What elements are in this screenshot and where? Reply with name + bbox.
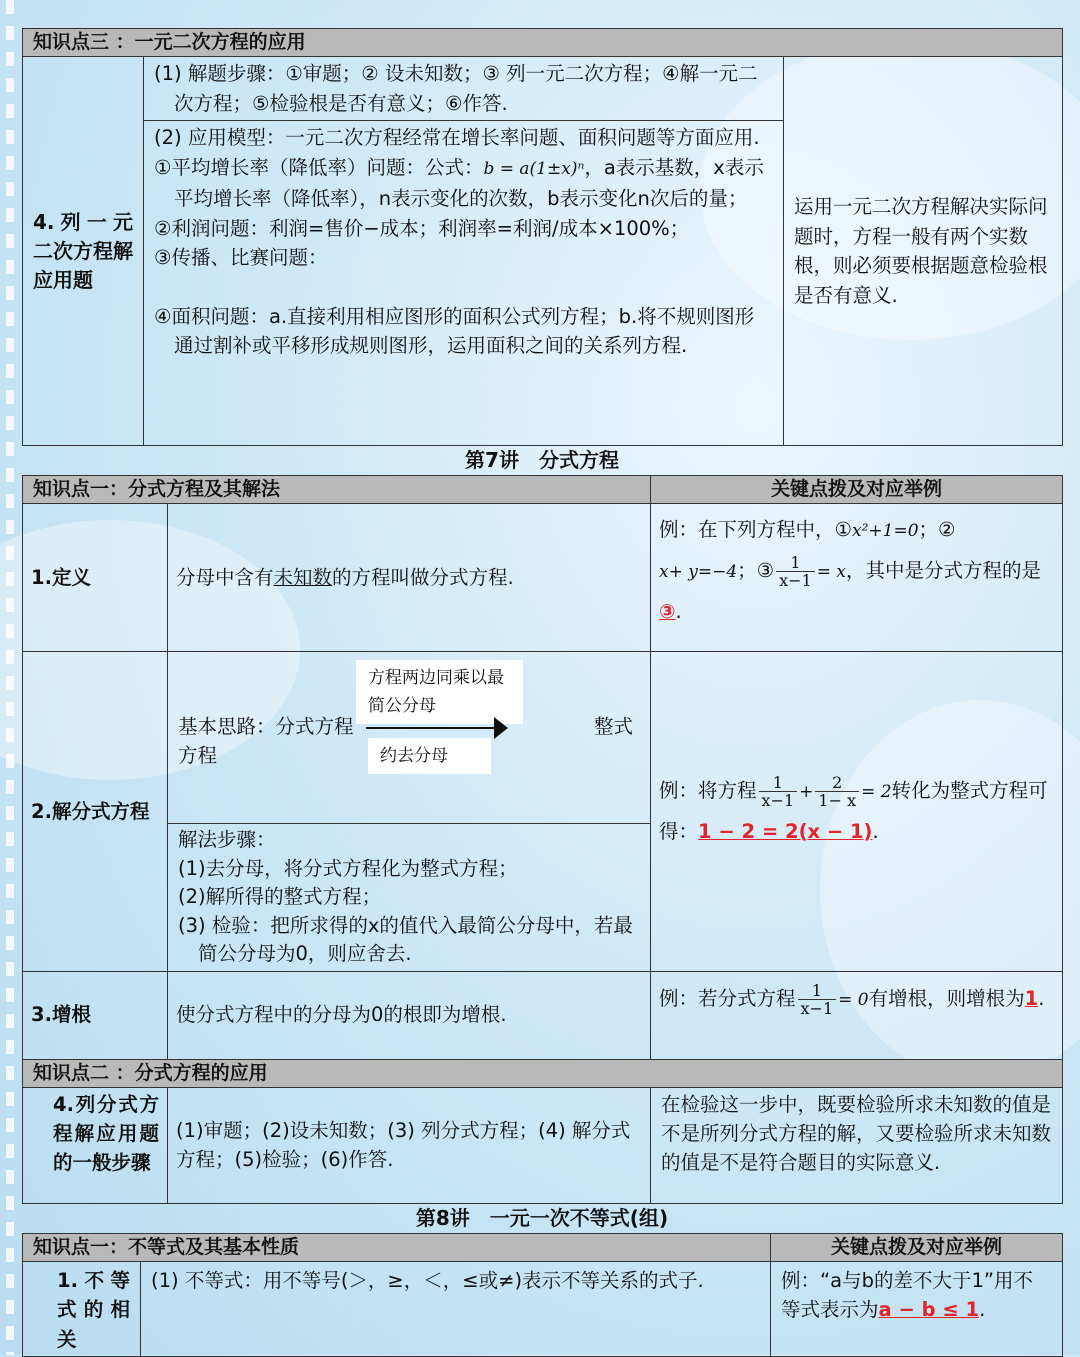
application-label: 4.列分式方程解应用题的一般步骤 xyxy=(23,1087,168,1203)
solve-ex-answer: 1 − 2 = 2(x − 1) xyxy=(698,820,872,843)
application-text: (1)审题；(2)设未知数；(3) 列分式方程；(4) 解分式方程；(5)检验；(6)作答. xyxy=(168,1087,651,1203)
section-header-right: 关键点拨及对应举例 xyxy=(651,476,1063,504)
root-eq-tail: = 0 xyxy=(838,990,868,1010)
step-1: (1)去分母，将分式方程化为整式方程； xyxy=(178,855,640,884)
def-ex-eq2: x+ y=−4 xyxy=(659,562,737,582)
idea-target: 整式 xyxy=(594,712,633,741)
frac-num: 1 xyxy=(776,554,815,572)
table-fractional-equation xyxy=(22,475,1063,1204)
extraneous-root-example xyxy=(651,971,1063,1059)
solving-steps: (1) 解题步骤：①审题；② 设未知数；③ 列一元二次方程；④解一元二次方程；⑤检验根是否有意义；⑥作答. xyxy=(154,59,773,118)
page xyxy=(22,28,1062,1357)
model-growth-label: ①平均增长率（降低率）问题：公式： xyxy=(154,156,483,179)
lecture7-title: 第7讲 分式方程 xyxy=(22,446,1062,475)
solve-label: 2.解分式方程 xyxy=(23,652,168,972)
solve-ex-a: 例：将方程 xyxy=(659,779,757,802)
table-inequality xyxy=(22,1233,1063,1357)
definition-example xyxy=(651,504,1063,652)
solve-example xyxy=(651,652,1063,972)
definition-text xyxy=(168,504,651,652)
idea-b: 程 xyxy=(334,715,354,738)
inequality-text: (1) 不等式：用不等号(＞，≥，＜，≤或≠)表示不等关系的式子. xyxy=(141,1261,771,1357)
note-text: 运用一元二次方程解决实际问题时，方程一般有两个实数根，则必须要根据题意检验根是否有意义. xyxy=(794,195,1048,307)
application-note: 在检验这一步中，既要检验所求未知数的值是不是所列分式方程的解，又要检验所求未知数的值是不是符合题目的实际意义. xyxy=(651,1087,1063,1203)
basic-idea-flow xyxy=(168,652,650,822)
inequality-label: 1.不等式的相关 xyxy=(23,1261,141,1357)
section-header-left: 知识点一：分式方程及其解法 xyxy=(23,476,651,504)
frac1-den: x−1 xyxy=(759,792,798,809)
model-profit: ②利润问题：利润=售价−成本；利润率=利润/成本×100%； xyxy=(154,214,773,244)
growth-formula: b = a(1±x)ⁿ xyxy=(483,159,584,179)
def-ex-b: ；② xyxy=(919,518,956,541)
model-area: ④面积问题：a.直接利用相应图形的面积公式列方程；b.将不规则图形通过割补或平移形成规则图形，运用面积之间的关系列方程. xyxy=(154,302,773,361)
flow-arrow-head-icon xyxy=(494,717,508,739)
extraneous-root-label: 3.增根 xyxy=(23,971,168,1059)
model-intro: (2) 应用模型：一元二次方程经常在增长率问题、面积问题等方面应用. xyxy=(154,123,773,153)
frac-den: x−1 xyxy=(776,572,815,589)
step-3: (3) 检验：把所求得的x的值代入最简公分母中，若最简公分母为0，则应舍去. xyxy=(178,912,640,969)
flow-box-top: 方程两边同乘以最简公分母 xyxy=(356,660,523,724)
def-text-b: 的方程叫做分式方程. xyxy=(332,566,514,589)
root-ex-frac xyxy=(798,982,837,1017)
def-text-underlined: 未知数 xyxy=(274,566,333,589)
def-ex-a: 例：在下列方程中，① xyxy=(659,518,852,541)
section-header-2: 知识点二 ：分式方程的应用 xyxy=(23,1059,1063,1087)
flow-box-bottom: 约去分母 xyxy=(368,738,491,774)
model-growth-rate xyxy=(154,153,773,214)
basic-idea-cell xyxy=(168,652,651,824)
basic-idea-text xyxy=(178,712,354,770)
definition-label: 1.定义 xyxy=(23,504,168,652)
extraneous-root-text: 使分式方程中的分母为0的根即为增根. xyxy=(168,971,651,1059)
root-ex-end: . xyxy=(1038,987,1044,1010)
lecture8-title: 第8讲 一元一次不等式(组) xyxy=(22,1204,1062,1233)
solve-steps-cell xyxy=(168,824,651,972)
flow-arrow-line xyxy=(366,727,496,729)
root-ex-answer: 1 xyxy=(1025,987,1039,1010)
def-ex-eq1: x²+1=0 xyxy=(852,521,919,541)
frac1-num: 1 xyxy=(759,774,798,792)
idea-a: 基本思路：分式方 xyxy=(178,715,334,738)
idea-c: 方程 xyxy=(178,744,217,767)
root-ex-a: 例：若分式方程 xyxy=(659,987,796,1010)
note-cell xyxy=(784,57,1063,446)
row-label: 4.列一元二次方程解应用题 xyxy=(23,57,144,446)
model-cell xyxy=(144,121,784,446)
ineq-ex-a: 例：“a与b的差不大于1”用不等式表示为 xyxy=(781,1269,1033,1322)
section-header: 知识点三 ：一元二次方程的应用 xyxy=(23,29,1063,57)
def-ex-d: ，其中是分式方程的是 xyxy=(846,559,1041,582)
section-header-right: 关键点拨及对应举例 xyxy=(771,1233,1063,1261)
def-ex-fraction xyxy=(776,554,815,589)
root-ex-b: 有增根，则增根为 xyxy=(869,987,1025,1010)
ineq-ex-end: . xyxy=(979,1298,985,1321)
solve-ex-b: 转化为整式方程可得： xyxy=(659,779,1048,843)
frac2-num: 2 xyxy=(815,774,859,792)
step-2: (2)解所得的整式方程； xyxy=(178,883,640,912)
table-quadratic-application xyxy=(22,28,1063,446)
def-ex-c: ；③ xyxy=(737,559,774,582)
solve-plus: + xyxy=(799,782,813,802)
solve-eq-tail: = 2 xyxy=(861,782,891,802)
root-frac-num: 1 xyxy=(798,982,837,1000)
ineq-ex-answer: a − b ≤ 1 xyxy=(879,1298,980,1321)
def-text-a: 分母中含有 xyxy=(176,566,274,589)
steps-title: 解法步骤： xyxy=(178,826,640,855)
def-ex-end: . xyxy=(676,600,682,623)
inequality-example xyxy=(771,1261,1063,1357)
solving-steps-cell xyxy=(144,57,784,121)
solve-ex-frac1 xyxy=(759,774,798,809)
decorative-dashed-border xyxy=(6,0,14,1355)
def-ex-answer: ③ xyxy=(659,600,676,623)
root-frac-den: x−1 xyxy=(798,1000,837,1017)
def-ex-eq3-tail: = x xyxy=(817,562,846,582)
frac2-den: 1− x xyxy=(815,792,859,809)
solve-ex-frac2 xyxy=(815,774,859,809)
solve-ex-end: . xyxy=(872,820,878,843)
section-header-left: 知识点一：不等式及其基本性质 xyxy=(23,1233,771,1261)
model-growth-desc: ，a表示基数，x表示平均增长率（降低率），n表示变化的次数，b表示变化n次后的量； xyxy=(174,156,764,211)
model-spread: ③传播、比赛问题： xyxy=(154,243,773,273)
